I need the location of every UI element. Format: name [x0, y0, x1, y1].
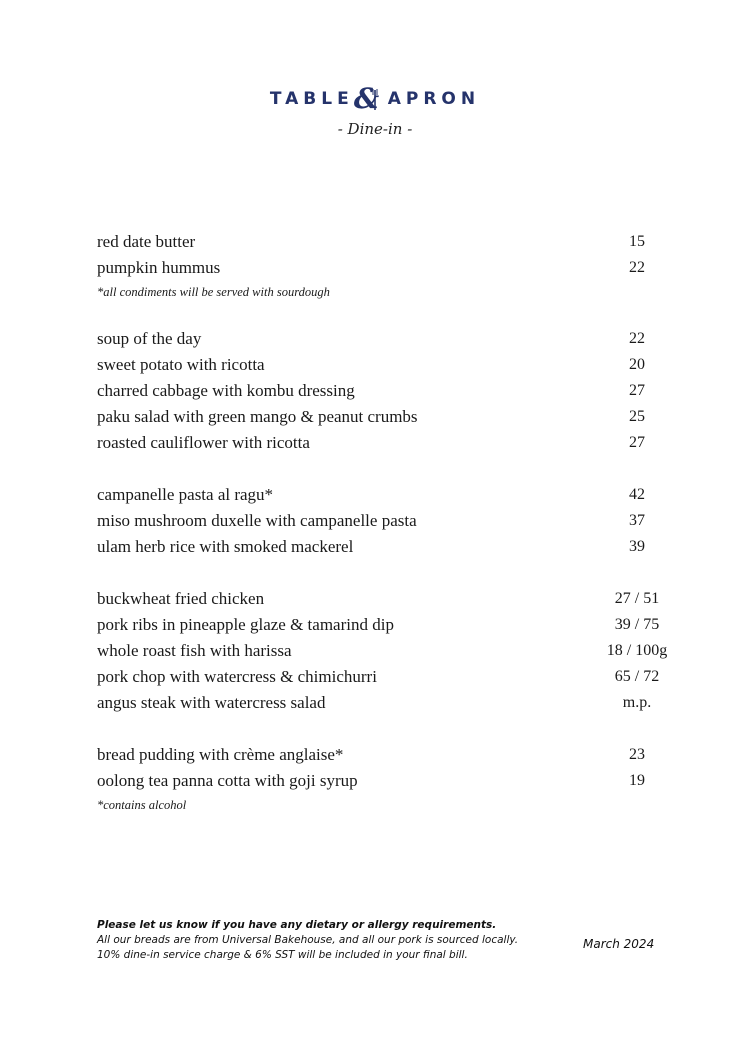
menu-list — [97, 229, 682, 839]
item-price: 42 — [629, 486, 645, 503]
item-name: angus steak with watercress salad — [97, 693, 326, 712]
item-price: 37 — [629, 512, 645, 529]
alcohol-note: *contains alcohol — [97, 798, 187, 812]
item-price: 19 — [629, 772, 645, 789]
item-price: 20 — [629, 356, 645, 373]
menu-item — [97, 534, 682, 560]
condiments-note: *all condiments will be served with sourdough — [97, 285, 330, 299]
item-name: campanelle pasta al ragu* — [97, 485, 274, 504]
brand-name-left: TABLE — [269, 89, 354, 109]
menu-item — [97, 326, 682, 352]
item-price: m.p. — [622, 694, 652, 711]
item-price: 65 / 72 — [614, 668, 660, 685]
brand-logo — [0, 84, 750, 114]
item-price: 27 — [629, 434, 645, 451]
item-name: roasted cauliflower with ricotta — [97, 433, 310, 452]
menu-item — [97, 229, 682, 255]
item-price: 18 / 100g — [606, 642, 668, 659]
item-name: buckwheat fried chicken — [97, 589, 265, 608]
menu-item — [97, 638, 682, 664]
item-name: bread pudding with crème anglaise* — [97, 745, 344, 764]
item-price: 27 — [629, 382, 645, 399]
item-name: pork chop with watercress & chimichurri — [97, 667, 377, 686]
item-name: charred cabbage with kombu dressing — [97, 381, 355, 400]
item-name: whole roast fish with harissa — [97, 641, 292, 660]
menu-section-starters — [97, 326, 682, 456]
item-price: 23 — [629, 746, 645, 763]
item-name: ulam herb rice with smoked mackerel — [97, 537, 354, 556]
menu-section-rice-pasta — [97, 482, 682, 560]
menu-item — [97, 508, 682, 534]
service-charge-notice: 10% dine-in service charge & 6% SST will be included in your final bill. — [97, 949, 468, 961]
menu-item — [97, 612, 682, 638]
menu-subtitle: - Dine-in - — [337, 120, 413, 138]
item-name: pumpkin hummus — [97, 258, 221, 277]
menu-item — [97, 586, 682, 612]
item-name: sweet potato with ricotta — [97, 355, 265, 374]
menu-item — [97, 378, 682, 404]
menu-item — [97, 482, 682, 508]
item-price: 25 — [629, 408, 645, 425]
menu-item — [97, 352, 682, 378]
item-name: soup of the day — [97, 329, 202, 348]
item-price: 39 — [629, 538, 645, 555]
menu-item — [97, 430, 682, 456]
item-name: pork ribs in pineapple glaze & tamarind dip — [97, 615, 394, 634]
sourcing-notice: All our breads are from Universal Bakehouse, and all our pork is sourced locally. — [97, 934, 519, 946]
menu-section-desserts — [97, 742, 682, 813]
menu-section-mains — [97, 586, 682, 716]
brand-name-right: APRON — [387, 89, 481, 109]
menu-footer — [97, 918, 657, 963]
item-price: 22 — [629, 259, 645, 276]
ampersand-fork-icon — [354, 84, 384, 114]
menu-section-condiments — [97, 229, 682, 300]
item-price: 27 / 51 — [614, 590, 660, 607]
item-price: 15 — [629, 233, 645, 250]
dietary-notice: Please let us know if you have any dietary or allergy requirements. — [97, 919, 497, 931]
menu-header — [0, 84, 750, 138]
menu-item — [97, 768, 682, 794]
menu-date: March 2024 — [583, 937, 655, 951]
item-price: 22 — [629, 330, 645, 347]
menu-item — [97, 664, 682, 690]
svg-text:&: & — [353, 84, 384, 114]
menu-item — [97, 255, 682, 281]
menu-item — [97, 742, 682, 768]
item-name: miso mushroom duxelle with campanelle pasta — [97, 511, 417, 530]
item-name: paku salad with green mango & peanut crumbs — [97, 407, 418, 426]
menu-item — [97, 404, 682, 430]
item-price: 39 / 75 — [614, 616, 660, 633]
menu-item — [97, 690, 682, 716]
item-name: red date butter — [97, 232, 196, 251]
item-name: oolong tea panna cotta with goji syrup — [97, 771, 358, 790]
